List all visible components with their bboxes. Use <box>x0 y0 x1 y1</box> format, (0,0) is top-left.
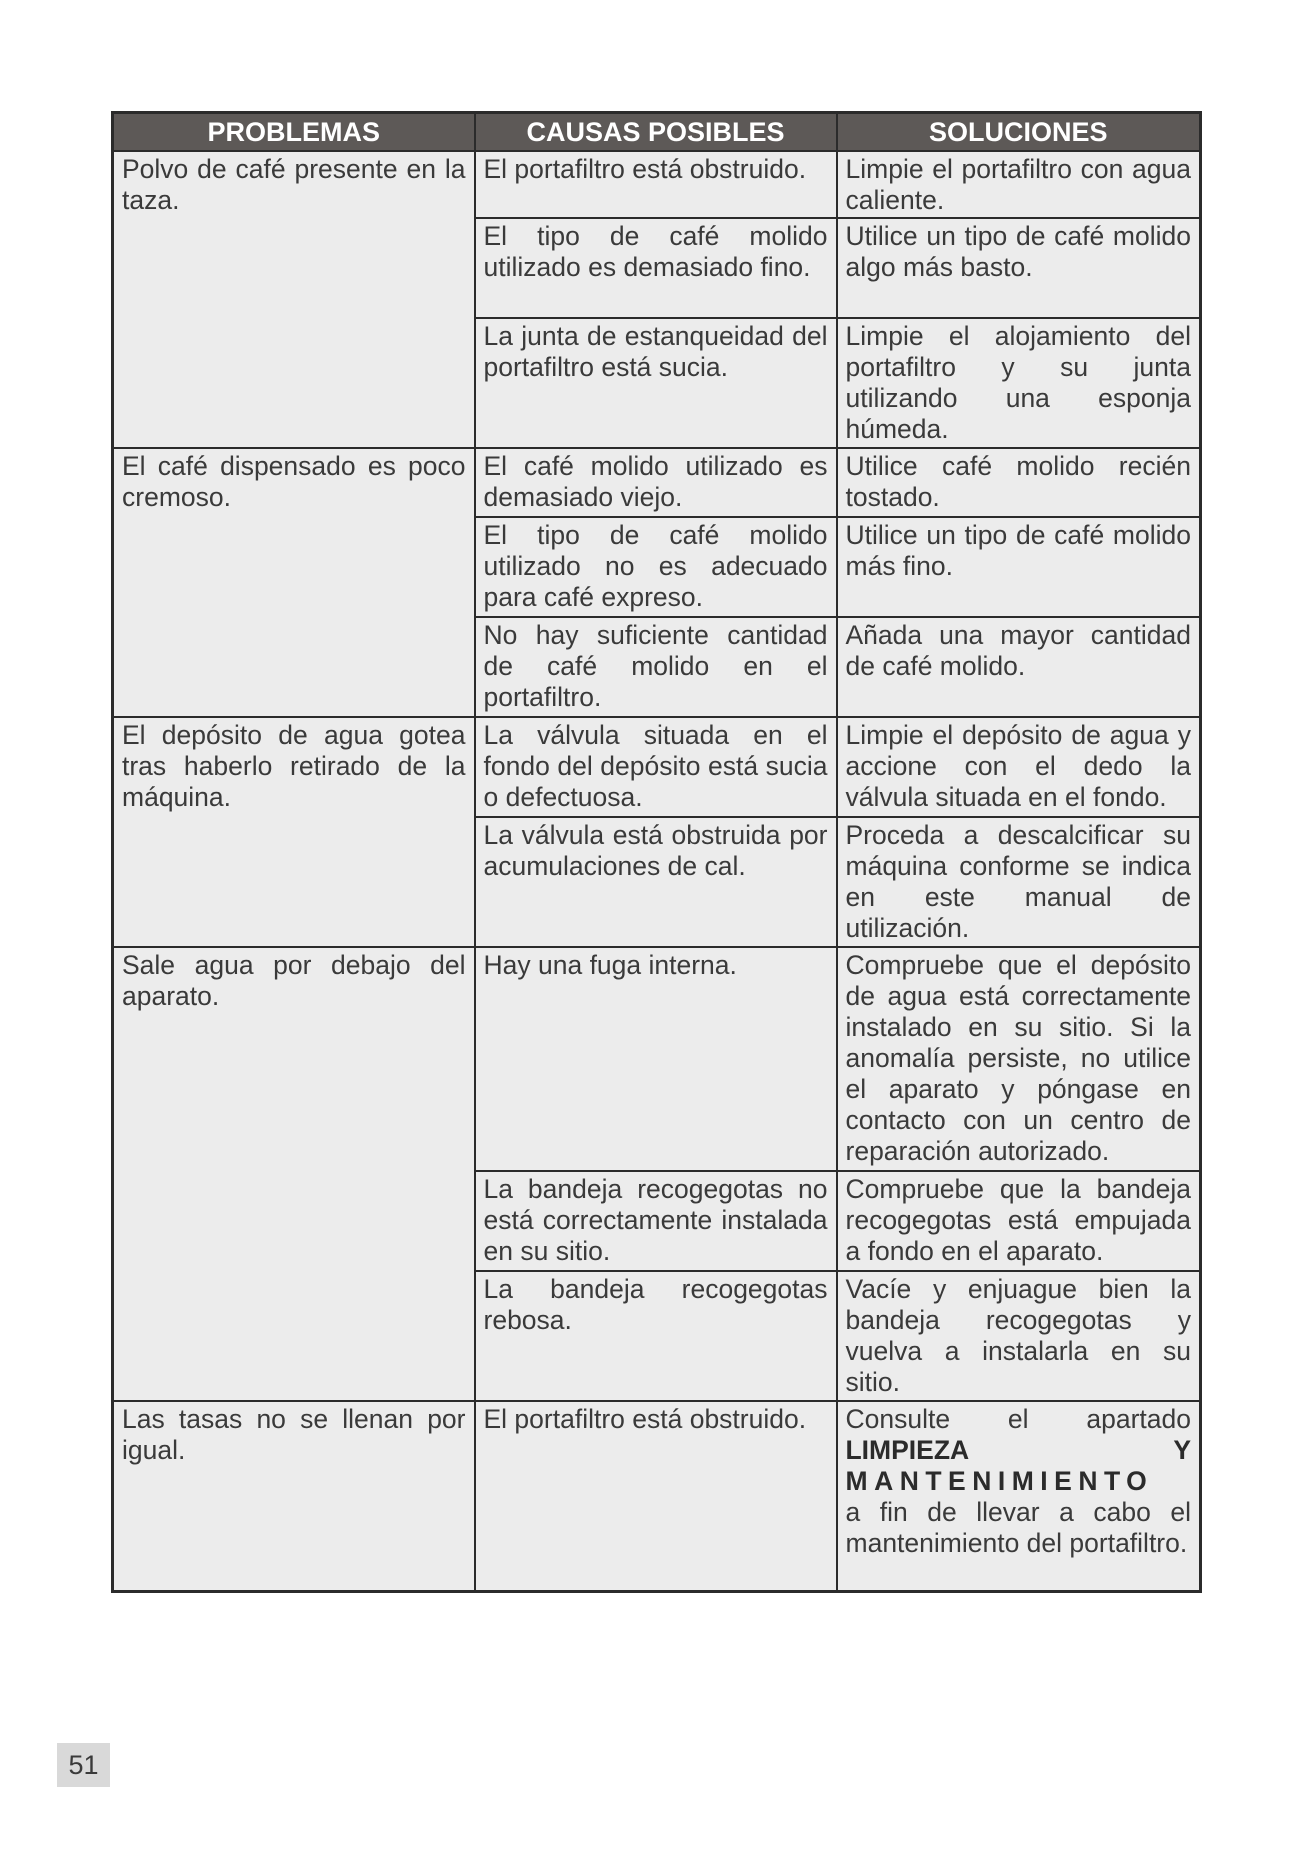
cause-cell: La válvula está obstruida por acumulaciones de cal. <box>475 817 837 947</box>
table-row <box>113 448 1201 517</box>
solution-cell: Utilice un tipo de café molido algo más basto. <box>837 218 1201 318</box>
cause-cell: Hay una fuga interna. <box>475 947 837 1171</box>
cause-cell: La junta de estanqueidad del portafiltro está sucia. <box>475 318 837 448</box>
solution-section-name: LIMPIEZA Y <box>845 1435 1191 1465</box>
problem-cell: Las tasas no se llenan por igual. <box>113 1401 475 1591</box>
cause-cell: La bandeja recogegotas no está correctamente instalada en su sitio. <box>475 1171 837 1271</box>
problem-cell: El depósito de agua gotea tras haberlo retirado de la máquina. <box>113 717 475 947</box>
problem-cell: El café dispensado es poco cremoso. <box>113 448 475 717</box>
header-row <box>113 113 1201 152</box>
solution-cell: Proceda a descalcificar su máquina conforme se indica en este manual de utilización. <box>837 817 1201 947</box>
cause-cell: No hay suficiente cantidad de café molido en el portafiltro. <box>475 617 837 717</box>
solution-cell: Compruebe que el depósito de agua está correctamente instalado en su sitio. Si la anomalía persiste, no utilice el aparato y póngase en contacto con un centro de reparación autorizado. <box>837 947 1201 1171</box>
cause-cell: El portafiltro está obstruido. <box>475 1401 837 1591</box>
header-solutions: SOLUCIONES <box>837 113 1201 152</box>
solution-cell: Compruebe que la bandeja recogegotas está empujada a fondo en el aparato. <box>837 1171 1201 1271</box>
table-row <box>113 1401 1201 1591</box>
cause-cell: El tipo de café molido utilizado es demasiado fino. <box>475 218 837 318</box>
table-row <box>113 947 1201 1171</box>
cause-cell: El tipo de café molido utilizado no es adecuado para café expreso. <box>475 517 837 617</box>
solution-cell: Vacíe y enjuague bien la bandeja recogegotas y vuelva a instalarla en su sitio. <box>837 1271 1201 1401</box>
solution-cell: Limpie el portafiltro con agua caliente. <box>837 151 1201 218</box>
cause-cell: El portafiltro está obstruido. <box>475 151 837 218</box>
solution-cell: Añada una mayor cantidad de café molido. <box>837 617 1201 717</box>
troubleshooting-table <box>111 111 1202 1593</box>
solution-cell: Limpie el alojamiento del portafiltro y su junta utilizando una esponja húmeda. <box>837 318 1201 448</box>
problem-cell: Sale agua por debajo del aparato. <box>113 947 475 1401</box>
header-problems: PROBLEMAS <box>113 113 475 152</box>
table-row <box>113 151 1201 218</box>
page-number: 51 <box>57 1743 110 1787</box>
solution-cell: Utilice café molido recién tostado. <box>837 448 1201 517</box>
solution-cell: Utilice un tipo de café molido más fino. <box>837 517 1201 617</box>
cause-cell: La válvula situada en el fondo del depósito está sucia o defectuosa. <box>475 717 837 817</box>
table-row <box>113 717 1201 817</box>
solution-section-name: MANTENIMIENTO <box>845 1466 1154 1496</box>
cause-cell: El café molido utilizado es demasiado viejo. <box>475 448 837 517</box>
header-causes: CAUSAS POSIBLES <box>475 113 837 152</box>
solution-line: a fin de llevar a cabo el mantenimiento del portafiltro. <box>845 1497 1191 1558</box>
problem-cell: Polvo de café presente en la taza. <box>113 151 475 448</box>
cause-cell: La bandeja recogegotas rebosa. <box>475 1271 837 1401</box>
solution-cell <box>837 1401 1201 1591</box>
solution-line: Consulte el apartado <box>845 1404 1191 1434</box>
solution-cell: Limpie el depósito de agua y accione con el dedo la válvula situada en el fondo. <box>837 717 1201 817</box>
